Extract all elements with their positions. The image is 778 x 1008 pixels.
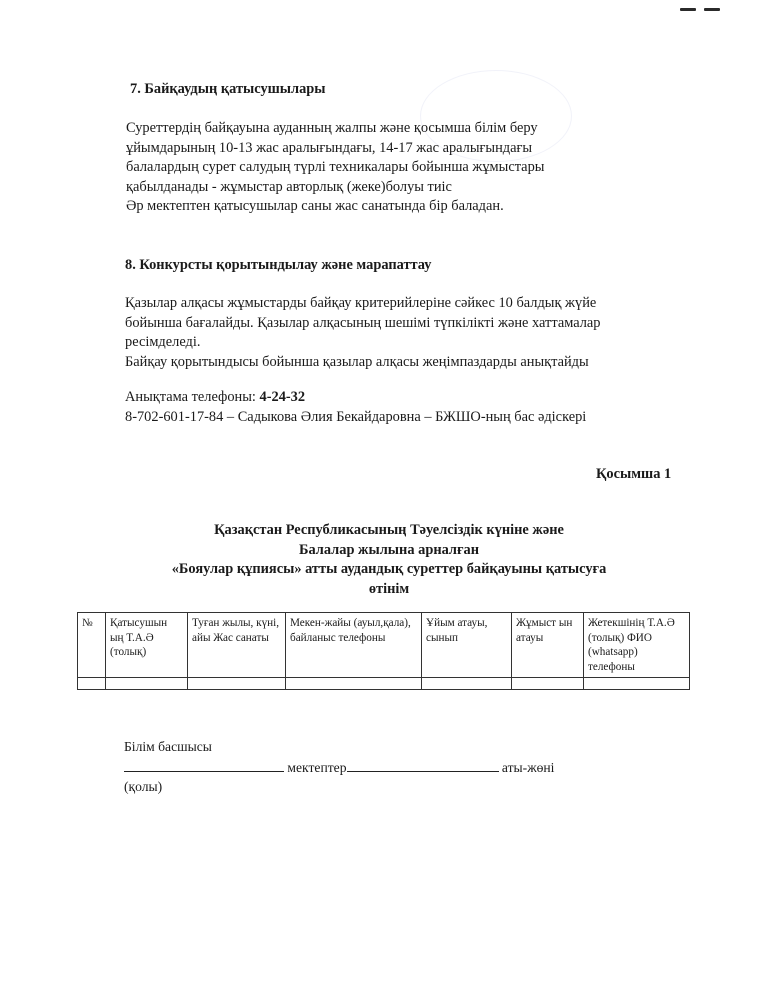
phone-label: Анықтама телефоны: [125, 389, 260, 405]
section8-line: бойынша бағалайды. Қазылар алқасының шешімі түпкілікті және хаттамалар [125, 314, 601, 331]
table-header-row [78, 613, 690, 678]
column-header: Жұмыст ын атауы [512, 613, 584, 678]
section8-line: Байқау қорытындысы бойынша қазылар алқасы жеңімпаздарды анықтайды [125, 353, 589, 370]
appendix-label: Қосымша 1 [596, 466, 672, 482]
column-header: Туған жылы, күні, айы Жас санаты [188, 613, 286, 678]
table-row [78, 678, 690, 690]
contact-block [125, 388, 586, 427]
application-title-line: Балалар жылына арналған [298, 541, 480, 558]
name-label: аты-жөні [501, 759, 555, 775]
application-title-line: «Бояулар құпиясы» атты аудандық суреттер байқауыны қатысуға [171, 561, 607, 577]
signature-block [124, 737, 554, 797]
table-cell [584, 678, 690, 690]
signature-fields-line [124, 757, 554, 778]
contact-phone-line [125, 388, 586, 408]
table-cell [188, 678, 286, 690]
table-cell [106, 678, 188, 690]
section8-body [125, 294, 601, 372]
column-header: Ұйым атауы, сынып [422, 613, 512, 678]
column-header: № [78, 613, 106, 678]
column-header: Жетекшінің Т.А.Ә (толық) ФИО (whatsapp) телефоны [584, 613, 690, 678]
name-blank [347, 757, 499, 772]
table-cell [422, 678, 512, 690]
section7-line: ұйымдарының 10-13 жас аралығындағы, 14-17 жас аралығындағы [126, 139, 533, 156]
section7-heading: 7. Байқаудың қатысушылары [130, 81, 326, 97]
application-title-line: Қазақстан Республикасының Тәуелсіздік күніне және [214, 522, 564, 538]
application-title [100, 521, 678, 599]
column-header: Мекен-жайы (ауыл,қала), байланыс телефоны [286, 613, 422, 678]
table-cell [78, 678, 106, 690]
section8-line: ресімделеді. [125, 334, 201, 350]
section7-line: балалардың сурет салудың түрлі техникалары бойынша жұмыстары [126, 159, 545, 175]
application-table [77, 612, 690, 690]
scan-mark [680, 8, 696, 11]
application-title-line: өтінім [368, 580, 410, 597]
sign-label: (қолы) [124, 779, 163, 794]
table-cell [286, 678, 422, 690]
contact-person-line: 8-702-601-17-84 – Садыкова Әлия Бекайдаровна – БЖШО-ның бас әдіскері [125, 408, 587, 425]
scan-mark [704, 8, 720, 11]
section8-heading: 8. Конкурсты қорытындылау және марапаттау [125, 257, 432, 273]
table-cell [512, 678, 584, 690]
phone-value: 4-24-32 [259, 389, 306, 405]
school-blank [124, 757, 284, 772]
section7-line: Суреттердің байқауына ауданның жалпы және қосымша білім беру [126, 120, 538, 136]
section8-line: Қазылар алқасы жұмыстарды байқау критерийлеріне сәйкес 10 балдық жүйе [125, 295, 597, 311]
head-label: Білім басшысы [124, 739, 212, 754]
section7-line: Әр мектептен қатысушылар саны жас санатында бір баладан. [126, 198, 504, 214]
column-header: Қатысушын ың Т.А.Ә (толық) [106, 613, 188, 678]
school-label: мектептер [287, 759, 347, 775]
section7-line: қабылданады - жұмыстар авторлық (жеке)болуы тиіс [126, 178, 452, 195]
section7-body [126, 119, 544, 217]
